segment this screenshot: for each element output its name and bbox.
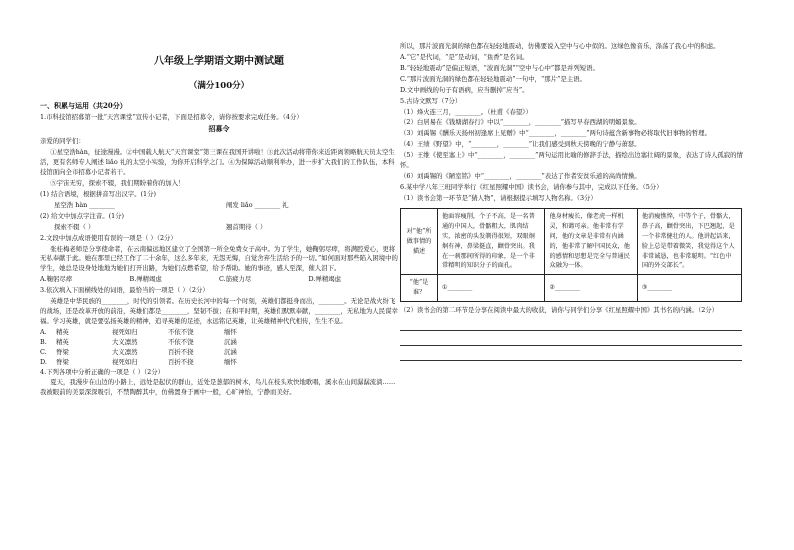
question-1-1-blanks: [40, 201, 398, 211]
answer-line[interactable]: [400, 320, 742, 331]
option-word: 精英: [56, 337, 69, 346]
guess-person-table: [400, 208, 742, 302]
option-word: 缅怀: [224, 357, 237, 366]
question-2: 2.文段中加点成语使用有误的一项是（ ）（2分）: [40, 233, 177, 242]
question-4-passage-tail: 所以，那片波面光洞的绿色都在轻轻地震动，仿佛要说入空中与心中似的。这绿色像音乐，涤荡了我心中的积虑。: [400, 42, 720, 50]
question-3-options: [40, 328, 398, 368]
notice-paragraph-1: ①星空浩hàn，征途漫漫。②中国载人航天“天宫课堂”第三课在我国开讲啦！③此次活动将带你来近距离领略航天员太空生活，更有名师专人阐述 liǎo 礼的太空小实验，为你开启科学之门。④为保障活动顺利举办，进一步扩大我们的工作队伍，本科技馆面向全市招募小记者若干。: [40, 148, 395, 177]
table-cell: 他面容瘦削，个子不高，是一名普通的中国人，骨骼粗大，肌肉结实，浓密的头发剃得很短，双眼炯炯有神，鼻梁挺直，颧骨突出。我在一刹那间所得的印象，是一个非常精明的知识分子的面孔。: [438, 208, 545, 275]
table-cell: 他消瘦憔悴，中等个子，骨骼大，鼻子高，颧骨突出，下巴翘起，是一个非常健壮的人。他讲起话来，脸上总是带着微笑，我觉得这个人非常诚恳，也非常聪明。“红色中国的外交部长”。: [637, 208, 741, 275]
question-6-2: （2）读书会的第二环节是分享在阅读中最大的收获，请你与同学们分享《红星照耀中国》其书名的内涵。（2分）: [400, 306, 719, 315]
question-6-1: （1）读书会第一环节是“猜人物”，请根据提示填写人物名称。（3分）: [400, 193, 597, 202]
question-1-1: (1) 结合语境，根据拼音写出汉字。(1分): [40, 189, 156, 198]
option-word: 大义凛然: [112, 347, 138, 356]
exam-score: （满分100分）: [188, 80, 250, 91]
answer-blank-2[interactable]: ②________: [545, 275, 637, 302]
recite-item-5[interactable]: （5）王维《使至塞上》中“________，________”两句运用比喻的修辞手法，描绘出边塞壮阔的景象，表达了诗人孤寂的情怀。: [400, 151, 743, 170]
notice-paragraph-2: ⑤宇宙无穷，探索不辍，我们期盼着你的加入！: [50, 178, 185, 187]
option-a[interactable]: A.“它”是代词，“是”是动词，“鱼香”是名词。: [400, 52, 529, 61]
table-cell: 他身材瘦长，像老虎一样机灵，和蔼可亲。他非常有学问，他的文章是非常有内涵的，他非常了解中国民众，他的感情和思想是完全与普通民众融为一体。: [545, 208, 637, 275]
option-b[interactable]: B.殚精竭虑: [129, 275, 162, 284]
question-2-options: [40, 275, 398, 285]
option-word: 不依不饶: [168, 327, 194, 336]
recite-item-6[interactable]: （6）刘禹锡的《陋室铭》中“________，________”表达了作者安贫乐道的高尚情操。: [400, 172, 641, 181]
question-4: 4.下列各项中分析正确的一项是（ ）（2分）: [40, 367, 165, 376]
table-row: [401, 275, 742, 302]
option-word: 不依不饶: [168, 337, 194, 346]
blank-3[interactable]: 探索不辍（ ）: [54, 222, 95, 231]
question-5: 5.古诗文默写（7分）: [400, 96, 462, 105]
question-6: 6.某中学八年三班同学举行《红星照耀中国》读书会，请你参与其中，完成以下任务。（5分）: [400, 182, 663, 191]
question-2-passage: 张桂梅老师是分享使命者，在云南偏远地区建立了全国第一所全免费女子高中。为了学生，她鞠躬尽瘁，将满腔爱心，更将无私奉献于此。她在那里已经工作了二十余年，这么多年来，无怨无悔，自觉舍弃生活给予的一切。”如何面对那些陷入困境中的学生，她总是设身处地地为她们打开出路，为她们点燃希望，给予帮助。她的事迹，感人至深，催人泪下。: [40, 244, 398, 273]
option-word: 大义凛然: [112, 337, 138, 346]
option-a[interactable]: A.鞠躬尽瘁: [40, 275, 73, 284]
section-heading: 一、积累与运用（共20分）: [40, 100, 127, 110]
question-1: 1.市科技馆招募第一批“天宫课堂”宣传小记者，下面是招募令，请你按要求完成任务。（4分）: [40, 112, 303, 121]
question-1-2-blanks: [40, 223, 398, 233]
option-letter[interactable]: C.: [40, 347, 47, 356]
option-word: 视死如归: [112, 357, 138, 366]
option-word: 脊梁: [56, 357, 69, 366]
option-d[interactable]: D.殚精竭虑: [308, 275, 341, 284]
recite-item-4[interactable]: （4）王绩《野望》中，“________，________”让我们感受到秋天傍晚的宁静与萧瑟。: [400, 140, 641, 149]
option-word: 缅怀: [224, 327, 237, 336]
option-word: 精英: [56, 327, 69, 336]
notice-title: 招募令: [208, 124, 230, 134]
notice-greeting: 亲爱的同学们：: [40, 137, 85, 146]
question-3: 3.依次填入下面横线处的词语，最恰当的一项是（ ）（2分）: [40, 286, 209, 295]
option-word: 脊梁: [56, 347, 69, 356]
recite-item-2[interactable]: （2）白居易在《钱塘湖春行》中以“________，________”描写早春西湖的明媚景象。: [400, 118, 641, 127]
question-4-passage: 夏天，我漫步在山边的小路上，远处是起伏的群山，近处是葱郁的树木，鸟儿在枝头欢快地歌唱，溪水在山间潺潺流淌……我被眼前的美景深深吸引，不禁陶醉其中，仿佛置身于画中一般，心旷神怡，宁静而美好。: [40, 378, 396, 397]
table-row-label: 对“他”所做事情的描述: [401, 208, 438, 275]
answer-blank-3[interactable]: ③________: [637, 275, 741, 302]
question-1-2: (2) 给文中加点字注音。(1分): [40, 211, 125, 220]
table-row-label: “他”是谁？: [401, 275, 438, 302]
question-3-passage: 英雄是中华民族的________，时代的引领者。在历史长河中的每一个时刻，英雄们都挺身而出，________。无论是战火纷飞的战场，还是改革开放的前沿，英雄们都是________，坚韧不拔；在和平时期，英雄们默默奉献，________，无私地为人民谋幸福。学习英雄，就是要弘扬英雄的精神，追寻英雄的足迹，永远铭记英雄，让英雄精神代代相传，生生不息。: [40, 297, 398, 325]
option-word: 百折不挠: [168, 347, 194, 356]
left-column: [40, 0, 398, 399]
exam-title: 八年级上学期语文期中测试题: [154, 56, 284, 67]
answer-line[interactable]: [400, 350, 742, 361]
option-word: 视死如归: [112, 327, 138, 336]
option-b[interactable]: B.“轻轻地震动”是偏正短语，“波面光洞”“空中与心中”都是并列短语。: [400, 63, 599, 72]
option-c[interactable]: C.“那片波面光洞的绿色都在轻轻地震动”一句中，“那片”是主语。: [400, 74, 586, 83]
recite-item-3[interactable]: （3）刘禹锡《酬乐天扬州初逢席上见赠》中“________，________”两句诗蕴含新事物必将取代旧事物的哲理。: [400, 129, 711, 138]
option-c[interactable]: C.筋疲力尽: [219, 275, 252, 284]
table-row: [401, 208, 742, 275]
option-word: 百折不挠: [168, 357, 194, 366]
option-letter[interactable]: B.: [40, 337, 47, 346]
right-column: [400, 42, 750, 365]
blank-4[interactable]: 翘首期待（ ）: [226, 222, 267, 231]
answer-line[interactable]: [400, 335, 742, 346]
option-d[interactable]: D.文中画线的句子有语病，应当删掉“应当”。: [400, 85, 529, 94]
option-word: 沉涵: [224, 337, 237, 346]
option-letter[interactable]: D.: [40, 357, 47, 366]
recite-item-1[interactable]: （1）烽火连三月，________。（杜甫《春望》）: [400, 107, 532, 116]
blank-1[interactable]: 星空浩 hàn ________: [54, 200, 115, 209]
answer-blank-1[interactable]: ①________: [438, 275, 545, 302]
option-word: 沉涵: [224, 347, 237, 356]
option-letter[interactable]: A.: [40, 327, 47, 336]
blank-2[interactable]: 阐发 liǎo ________ 礼: [226, 200, 289, 209]
